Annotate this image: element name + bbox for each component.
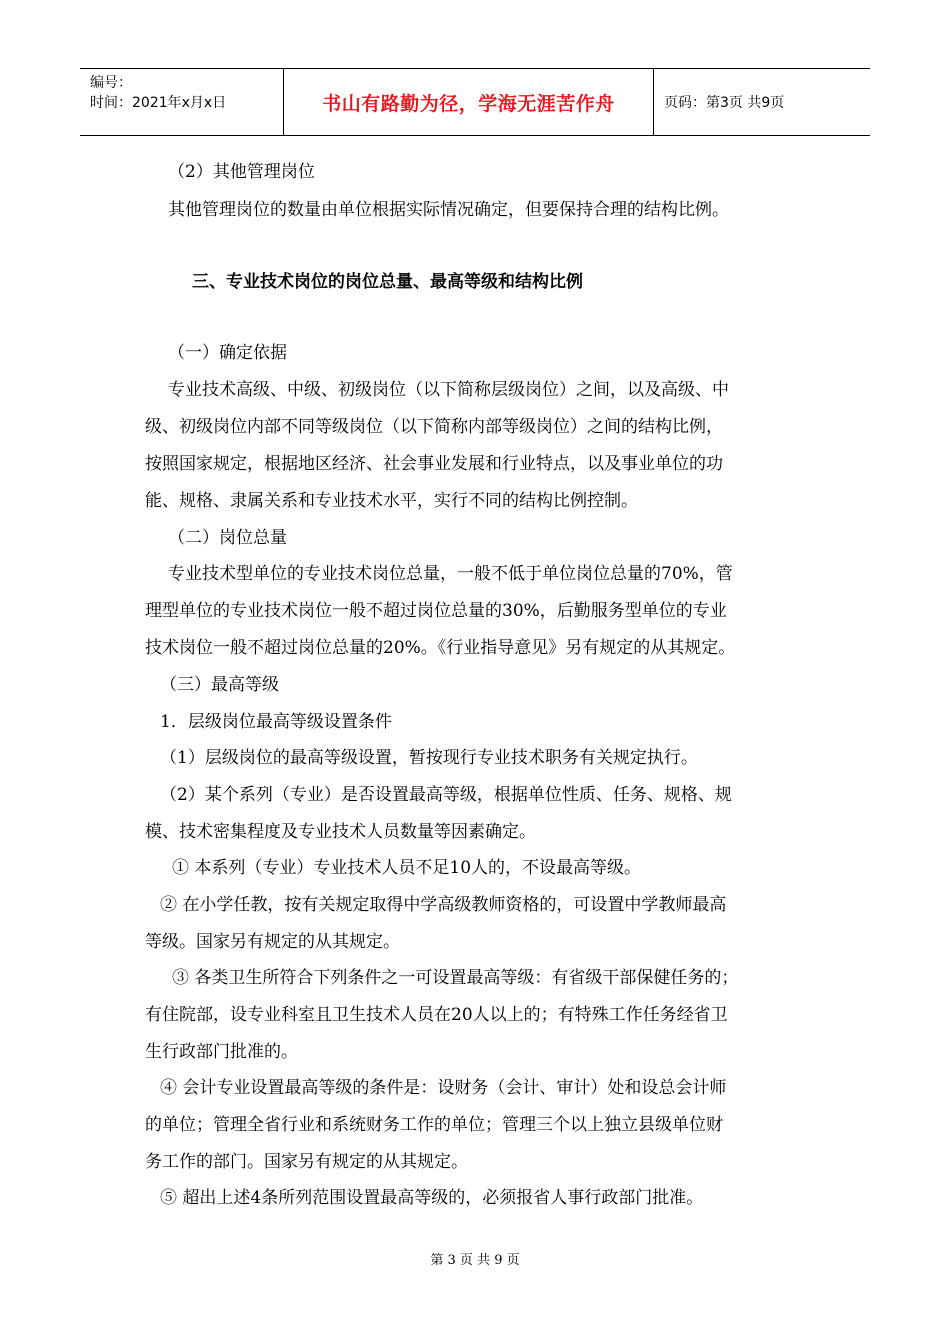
paragraph-line: 能、规格、隶属关系和专业技术水平，实行不同的结构比例控制。 xyxy=(145,491,638,511)
section-heading: 三、专业技术岗位的岗位总量、最高等级和结构比例 xyxy=(192,272,583,292)
paragraph-line: （1）层级岗位的最高等级设置，暂按现行专业技术职务有关规定执行。 xyxy=(160,748,698,768)
header-info-cell xyxy=(80,69,284,135)
paragraph-line: 级、初级岗位内部不同等级岗位（以下简称内部等级岗位）之间的结构比例， xyxy=(145,417,723,437)
paragraph-line: 其他管理岗位的数量由单位根据实际情况确定，但要保持合理的结构比例。 xyxy=(168,200,729,220)
paragraph-line: 务工作的部门。国家另有规定的从其规定。 xyxy=(145,1152,468,1172)
paragraph-line: 的单位；管理全省行业和系统财务工作的单位；管理三个以上独立县级单位财 xyxy=(145,1115,723,1135)
header-motto: 书山有路勤为径，学海无涯苦作舟 xyxy=(284,69,654,135)
paragraph-line: 模、技术密集程度及专业技术人员数量等因素确定。 xyxy=(145,822,536,842)
paragraph-line: 有住院部，设专业科室且卫生技术人员在20人以上的；有特殊工作任务经省卫 xyxy=(145,1005,728,1025)
page-header xyxy=(80,68,870,136)
list-item: ⑤ 超出上述4条所列范围设置最高等级的，必须报省人事行政部门批准。 xyxy=(160,1188,704,1208)
paragraph-line: 理型单位的专业技术岗位一般不超过岗位总量的30%，后勤服务型单位的专业 xyxy=(145,601,727,621)
subsection-heading: （二）岗位总量 xyxy=(168,528,287,548)
paragraph-line: 按照国家规定，根据地区经济、社会事业发展和行业特点，以及事业单位的功 xyxy=(145,454,723,474)
list-item: ① 本系列（专业）专业技术人员不足10人的，不设最高等级。 xyxy=(172,858,642,878)
paragraph-line: 生行政部门批准的。 xyxy=(145,1042,298,1062)
subsection-heading: （2）其他管理岗位 xyxy=(168,162,315,182)
paragraph-line: 专业技术型单位的专业技术岗位总量，一般不低于单位岗位总量的70%，管 xyxy=(168,564,733,584)
header-number-label: 编号： xyxy=(90,75,132,91)
paragraph-line: 技术岗位一般不超过岗位总量的20%。《行业指导意见》另有规定的从其规定。 xyxy=(145,638,736,658)
numbered-heading: 1．层级岗位最高等级设置条件 xyxy=(160,712,392,732)
list-item: ④ 会计专业设置最高等级的条件是：设财务（会计、审计）处和设总会计师 xyxy=(160,1078,727,1098)
header-time-label: 时间：2021年x月x日 xyxy=(90,95,227,111)
subsection-heading: （一）确定依据 xyxy=(168,343,287,363)
page-footer: 第 3 页 共 9 页 xyxy=(430,1253,520,1268)
list-item: ③ 各类卫生所符合下列条件之一可设置最高等级：有省级干部保健任务的； xyxy=(172,968,739,988)
header-page-label: 页码：第3页 共9页 xyxy=(664,95,785,111)
paragraph-line: 专业技术高级、中级、初级岗位（以下简称层级岗位）之间，以及高级、中 xyxy=(168,380,729,400)
list-item: ② 在小学任教，按有关规定取得中学高级教师资格的，可设置中学教师最高 xyxy=(160,895,727,915)
paragraph-line: （2）某个系列（专业）是否设置最高等级，根据单位性质、任务、规格、规 xyxy=(160,785,732,805)
subsection-heading: （三）最高等级 xyxy=(160,675,279,695)
paragraph-line: 等级。国家另有规定的从其规定。 xyxy=(145,932,400,952)
